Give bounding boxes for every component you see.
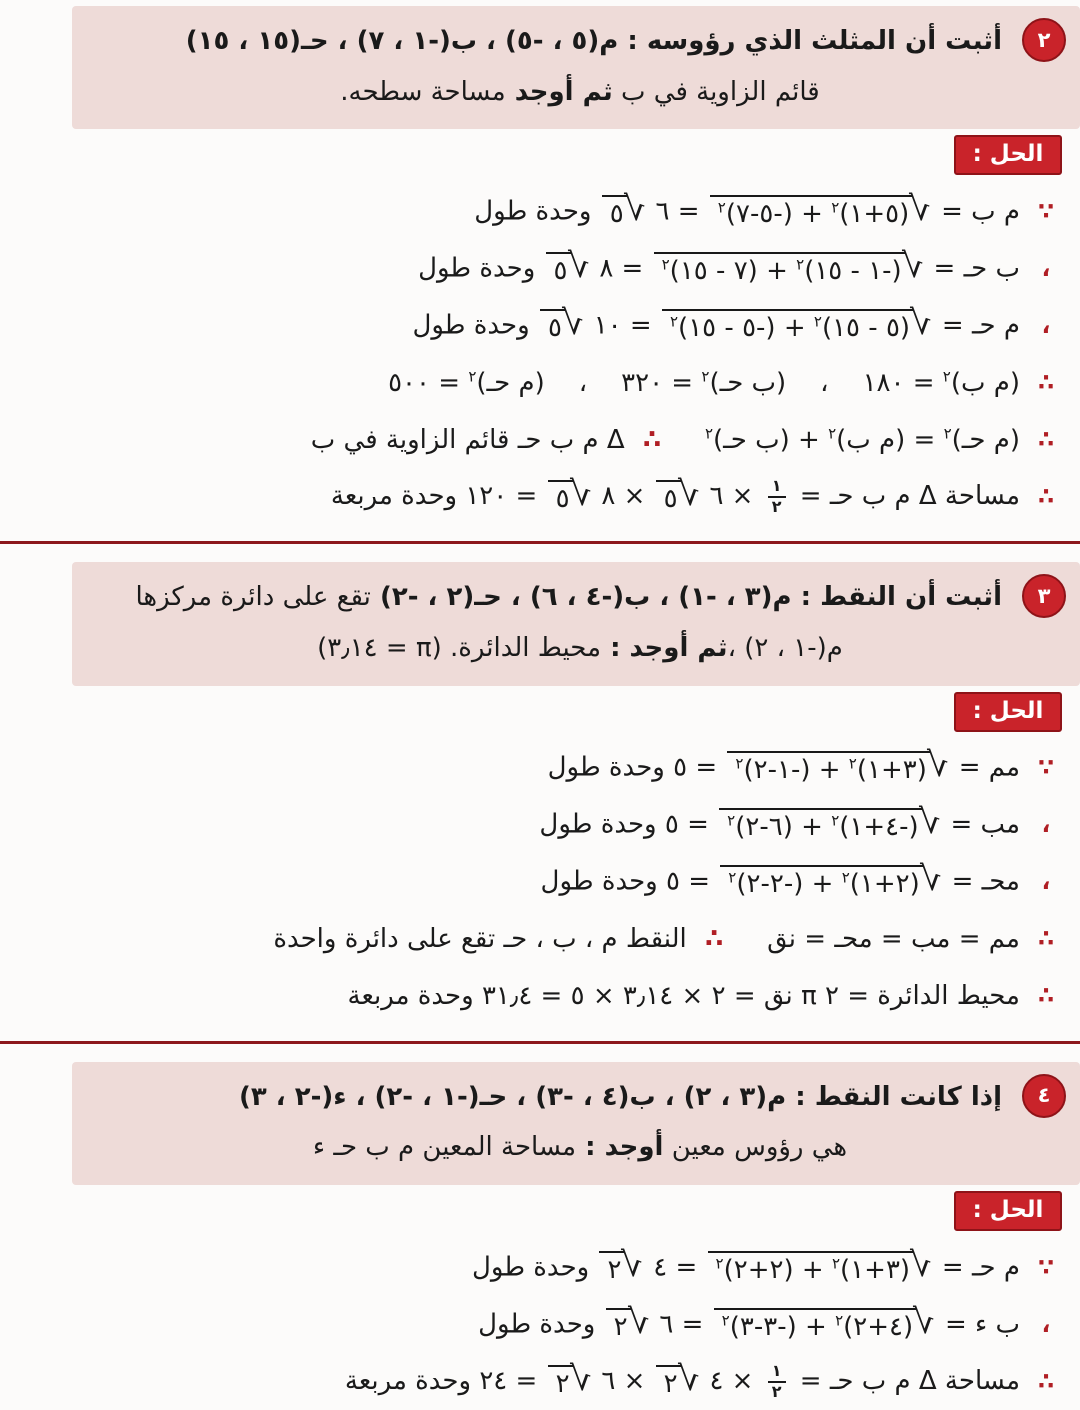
radical	[708, 1244, 932, 1285]
radical-sign-icon: √	[913, 1301, 935, 1341]
equation-text: (٣+١)	[856, 755, 927, 786]
radicand	[719, 808, 923, 842]
statement-text: أوجد :	[576, 1132, 664, 1163]
equation-line	[0, 1296, 1080, 1353]
statement-text: م(٣ ، ٢) ، ب(٤ ، -٣) ، حـ(-١ ، -٢) ، ء(-٢ ، ٣)	[238, 1081, 787, 1112]
problem-statement	[72, 6, 1080, 129]
equation	[30, 924, 1020, 954]
problem-3	[0, 562, 1080, 1024]
radical-sign-icon: √	[561, 302, 584, 342]
equation-text: = ٣٢٠	[621, 367, 702, 398]
problem-statement	[72, 1062, 1080, 1185]
reason-marker: ،	[1041, 812, 1051, 839]
radical	[727, 745, 949, 786]
radical-sign-icon: √	[569, 1358, 592, 1398]
solution-label: الحل :	[954, 135, 1062, 175]
equation-text: ،	[578, 367, 588, 398]
statement-line	[98, 623, 1002, 674]
equation-line	[0, 183, 1080, 240]
radical	[540, 302, 584, 343]
statement-text: محيط الدائرة.	[450, 633, 602, 664]
statement-text: ثم أوجد	[505, 76, 613, 107]
reason-marker: ∴	[1037, 926, 1054, 953]
radical-sign-icon: √	[623, 188, 646, 228]
statement-text: م(-١ ، ٢) ،	[727, 633, 843, 664]
radical-sign-icon: √	[910, 302, 932, 342]
equation-text: ٢	[555, 1368, 570, 1399]
equation-text: ب ء =	[936, 1309, 1020, 1340]
equation-text: + (-٢-٢)	[736, 869, 842, 900]
equation-text: × ٦	[593, 1366, 654, 1397]
equation-text: ٥	[547, 312, 562, 343]
fraction	[768, 1362, 786, 1401]
reason-marker: ،	[1041, 312, 1051, 339]
reason-marker: ∴	[1037, 483, 1054, 510]
exponent: ٢	[704, 424, 714, 443]
radical-sign-icon: √	[918, 802, 941, 842]
radical	[656, 473, 700, 514]
radical-sign-icon: √	[567, 245, 590, 285]
equation-text: ب حـ =	[925, 253, 1020, 284]
statement-text: مساحة المعين م ب حـ ء	[312, 1132, 577, 1163]
reason-marker: ∴	[1037, 983, 1054, 1010]
exponent: ٢	[728, 868, 737, 887]
statement-line	[98, 1072, 1002, 1123]
equation-text: = (م ب)	[836, 424, 944, 455]
exponent: ٢	[943, 424, 952, 443]
exponent: ٢	[831, 198, 840, 217]
equation	[30, 368, 1020, 398]
radical-sign-icon: √	[569, 473, 592, 513]
equation-text: = ٥ وحدة طول	[540, 866, 719, 897]
problem-number-badge: ٢	[1022, 18, 1066, 62]
equation	[30, 1358, 1020, 1401]
equation-text: × ٨	[593, 481, 654, 512]
equation	[30, 745, 1020, 786]
radical	[602, 188, 646, 229]
radical-sign-icon: √	[909, 188, 931, 228]
exponent: ٢	[831, 1253, 841, 1272]
exponent: ٢	[715, 1253, 724, 1272]
radical-sign-icon: √	[627, 1301, 650, 1341]
fraction-denominator: ٢	[771, 1381, 782, 1401]
radicand	[710, 195, 914, 229]
statement-line	[98, 67, 1002, 118]
statement-text	[442, 633, 450, 663]
equation-text: = ٦	[647, 196, 708, 227]
equation-text: Δ م ب حـ قائم الزاوية في ب	[310, 424, 633, 455]
equation-text: وحدة طول	[412, 310, 538, 341]
radical	[714, 1301, 935, 1342]
equation-text: محيط الدائرة = ٢ π نق = ٢ × ٣٫١٤ × ٥ = ٣١٫٤ وحدة مربعة	[347, 981, 1020, 1012]
radical-sign-icon: √	[901, 245, 924, 285]
equation-text: = ٦	[651, 1309, 712, 1340]
equation-text: × ٤	[701, 1366, 762, 1397]
statement-text: م(٣ ، -١) ، ب(-٤ ، ٦) ، حـ(٢ ، -٢)	[370, 582, 792, 613]
equation-text: ٥	[553, 255, 568, 286]
reason-marker: ،	[1041, 255, 1051, 282]
equation-text: (م ب)	[950, 367, 1020, 398]
equation-text: ٥	[609, 198, 624, 229]
radical-sign-icon: √	[677, 1358, 700, 1398]
section-divider	[0, 541, 1080, 544]
statement-text: أثبت أن المثلث الذي رؤوسه :	[618, 26, 1002, 56]
exponent: ٢	[942, 367, 951, 386]
equation-text: = ٢٤ وحدة مربعة	[344, 1366, 546, 1397]
exponent: ٢	[669, 312, 679, 331]
radical	[719, 802, 941, 843]
equation-text: ،	[820, 367, 829, 398]
equation-text: + (ب حـ)	[713, 424, 829, 455]
equation-text: (ب حـ)	[709, 367, 787, 398]
equation-text: (٥ - ١٥)	[821, 312, 911, 343]
reason-marker: ،	[1041, 1311, 1051, 1338]
radicand	[654, 252, 906, 286]
equation-text: م ب =	[932, 196, 1020, 227]
radicand	[714, 1308, 918, 1342]
solution-label: الحل :	[954, 692, 1062, 732]
equation-text: مساحة Δ م ب حـ =	[791, 481, 1020, 512]
equation-text: وحدة طول	[478, 1309, 604, 1340]
exponent: ٢	[721, 1310, 730, 1329]
reason-marker: ،	[1041, 869, 1051, 896]
exponent: ٢	[831, 811, 840, 830]
radical-sign-icon: √	[621, 1244, 643, 1284]
exponent: ٢	[468, 367, 477, 386]
therefore-marker: ∴	[642, 424, 661, 455]
statement-text: تقع على دائرة مركزها	[135, 582, 371, 613]
equation-text: ٥	[663, 483, 678, 514]
radicand	[708, 1251, 915, 1285]
exponent: ٢	[661, 255, 670, 274]
equation-text: (-٤+١)	[839, 812, 919, 843]
exponent: ٢	[701, 367, 710, 386]
reason-marker: ∴	[1037, 426, 1054, 453]
radical	[656, 1358, 700, 1399]
equation-text: (م حـ)	[951, 424, 1020, 455]
section-divider	[0, 1041, 1080, 1044]
equation-text: ٢	[607, 1254, 622, 1285]
fraction-numerator: ١	[768, 477, 786, 497]
equation	[30, 188, 1020, 229]
equation	[30, 1301, 1020, 1342]
equation-text: + (٢+٢)	[723, 1254, 832, 1285]
therefore-marker: ∴	[705, 924, 724, 955]
equation-text: = ٨	[591, 253, 652, 284]
equation	[30, 245, 1020, 286]
exponent: ٢	[828, 424, 837, 443]
problems-container	[0, 6, 1080, 1410]
equation-text: ٢	[613, 1311, 628, 1342]
statement-text: ثم أوجد :	[601, 633, 728, 664]
equation-text: = ٥ وحدة طول	[547, 752, 726, 783]
radical	[710, 188, 931, 229]
equation-line	[0, 968, 1080, 1025]
equation	[30, 859, 1020, 900]
equation-text: م حـ =	[933, 310, 1020, 341]
radical-sign-icon: √	[926, 745, 949, 785]
equation-text: = ١٢٠ وحدة مربعة	[330, 481, 546, 512]
radical-sign-icon: √	[910, 1244, 932, 1284]
equation	[30, 302, 1020, 343]
equation-text: (٤+٢)	[843, 1311, 914, 1342]
statement-text: هي رؤوس معين	[663, 1132, 848, 1163]
equation-text: مب =	[942, 809, 1020, 840]
equation	[30, 425, 1020, 455]
equation-text: (٥+١)	[839, 198, 910, 229]
equation-text: × ٦	[701, 481, 762, 512]
reason-marker: ∵	[1037, 1254, 1054, 1281]
equation-text: (-١ - ١٥)	[804, 255, 902, 286]
equation-text: + (-٣-٣)	[729, 1311, 836, 1342]
equation-text: = ٥٠٠	[388, 367, 469, 398]
fraction-denominator: ٢	[771, 496, 782, 516]
exponent: ٢	[813, 312, 822, 331]
equation-line	[0, 1353, 1080, 1410]
problem-statement	[72, 562, 1080, 685]
equation-text: مم =	[950, 752, 1020, 783]
statement-text: أثبت أن النقط :	[791, 582, 1002, 613]
equation-text: + (-٥-٧)	[725, 198, 832, 229]
reason-marker: ∵	[1037, 755, 1054, 782]
equation	[30, 1244, 1020, 1285]
equation-text: (٢+١)	[849, 869, 920, 900]
solution-label: الحل :	[954, 1191, 1062, 1231]
statement-line	[98, 572, 1002, 623]
radical	[599, 1244, 643, 1285]
equation-text: = ١٨٠	[862, 367, 943, 398]
equation-line	[0, 911, 1080, 968]
equation-line	[0, 854, 1080, 911]
problem-2	[0, 6, 1080, 525]
equation-line	[0, 740, 1080, 797]
radical	[606, 1301, 650, 1342]
radical	[662, 302, 932, 343]
exponent: ٢	[727, 811, 736, 830]
equation-text: ٥	[555, 483, 570, 514]
equation-text: + (٧ - ١٥)	[669, 255, 797, 286]
statement-line	[98, 1122, 1002, 1173]
equation-text: وحدة طول	[472, 1252, 598, 1283]
statement-text: إذا كانت النقط :	[786, 1081, 1002, 1112]
equation-line	[0, 354, 1080, 411]
equation	[30, 802, 1020, 843]
equation-line	[0, 240, 1080, 297]
equation-text: وحدة طول	[474, 196, 600, 227]
problem-number-badge: ٤	[1022, 1074, 1066, 1118]
equation-line	[0, 297, 1080, 354]
equation-text: + (-١-٢)	[743, 755, 849, 786]
statement-line	[98, 16, 1002, 67]
statement-text: (π = ٣٫١٤)	[317, 633, 442, 664]
equation-text: ٢	[663, 1368, 678, 1399]
equation-text: محـ =	[943, 866, 1020, 897]
reason-marker: ∴	[1037, 369, 1054, 396]
radicand	[727, 751, 931, 785]
equation	[30, 981, 1020, 1011]
equation-text: م حـ =	[933, 1252, 1020, 1283]
equation-text: (٣+١)	[840, 1254, 911, 1285]
radical	[546, 245, 590, 286]
equation-text: = ٤	[644, 1252, 706, 1283]
radical-sign-icon: √	[677, 473, 700, 513]
equation-text: مم = مب = محـ = نق	[767, 924, 1020, 955]
radicand	[662, 309, 914, 343]
equation-text: (م حـ)	[476, 367, 545, 398]
equation-text: = ١٠	[585, 310, 660, 341]
exponent: ٢	[796, 255, 805, 274]
radical-sign-icon: √	[919, 859, 942, 899]
exponent: ٢	[735, 754, 744, 773]
statement-text: م(٥ ، -٥) ، ب(-١ ، ٧) ، حـ(١٥ ، ١٥)	[185, 26, 619, 56]
reason-marker: ∴	[1037, 1368, 1054, 1395]
problem-number-badge: ٣	[1022, 574, 1066, 618]
fraction	[768, 477, 786, 516]
equation-line	[0, 468, 1080, 525]
equation-text: النقط م ، ب ، حـ تقع على دائرة واحدة	[273, 924, 696, 955]
equation-line	[0, 797, 1080, 854]
equation-text: = ٥ وحدة طول	[539, 809, 718, 840]
exponent: ٢	[841, 868, 850, 887]
equation	[30, 473, 1020, 516]
exponent: ٢	[717, 198, 726, 217]
equation-text: + (٦-٢)	[735, 812, 832, 843]
equation-text: وحدة طول	[418, 253, 544, 284]
problem-4	[0, 1062, 1080, 1410]
fraction-numerator: ١	[768, 1362, 786, 1382]
radical	[654, 245, 924, 286]
statement-text: مساحة سطحه.	[340, 76, 506, 107]
equation-text: مساحة Δ م ب حـ =	[791, 1366, 1020, 1397]
exponent: ٢	[848, 754, 857, 773]
radicand	[720, 865, 924, 899]
radical	[548, 473, 592, 514]
equation-line	[0, 1239, 1080, 1296]
radical	[720, 859, 942, 900]
equation-line	[0, 411, 1080, 468]
reason-marker: ∵	[1037, 198, 1054, 225]
radical	[548, 1358, 592, 1399]
exponent: ٢	[835, 1310, 844, 1329]
equation-text: + (-٥ - ١٥)	[678, 312, 814, 343]
statement-text: قائم الزاوية في ب	[612, 76, 820, 107]
